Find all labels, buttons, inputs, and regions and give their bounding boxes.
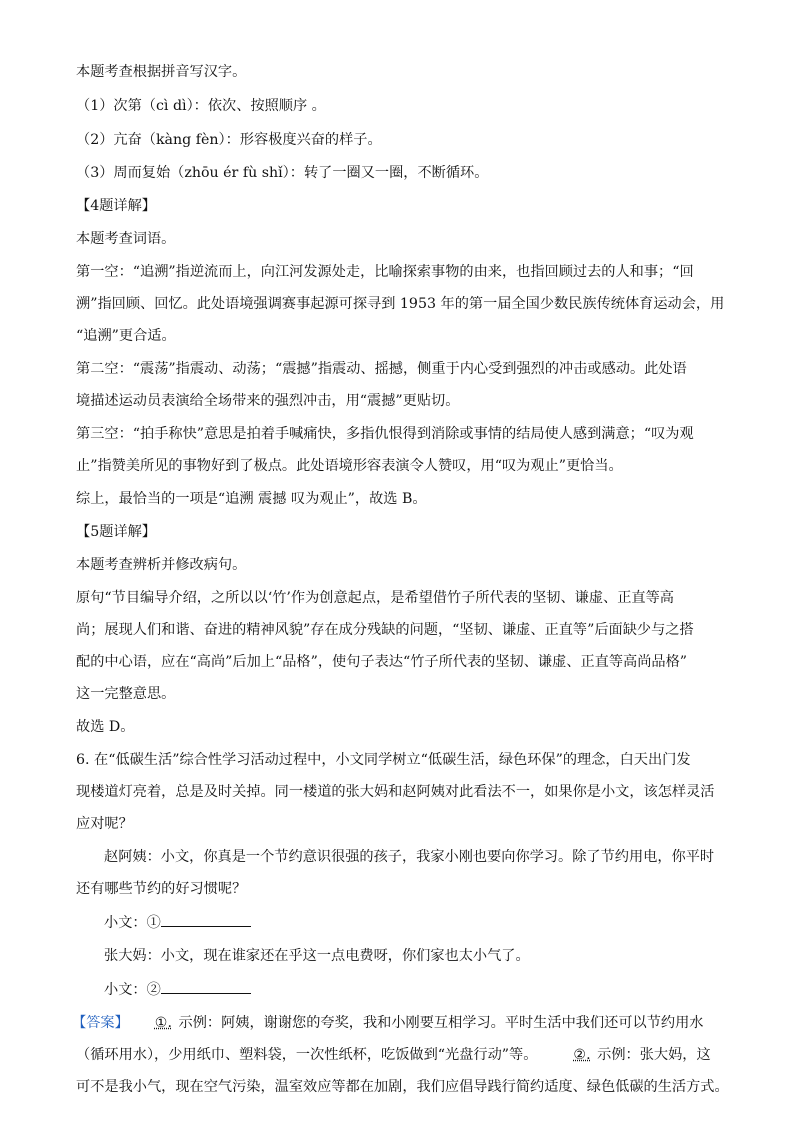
answer-blank[interactable]: [161, 912, 251, 927]
text-line: 本题考查根据拼音写汉字。: [76, 64, 247, 80]
text-line: 第三空：“拍手称快”意思是拍着手喊痛快，多指仇恨得到消除或事情的结局使人感到满意；“叹为观: [76, 426, 694, 442]
text-line: 本题考查词语。: [76, 231, 176, 247]
answer-number: ②.: [573, 1047, 591, 1063]
text-line: “追溯”更合适。: [76, 328, 176, 344]
section-heading-5: 【5题详解】: [76, 524, 156, 540]
text-line: 配的中心语，应在“高尚”后加上“品格”，使句子表达“竹子所代表的坚韧、谦虚、正直等高尚品格”: [76, 654, 688, 670]
question-6: 应对呢？: [76, 816, 133, 832]
section-heading-4: 【4题详解】: [76, 198, 156, 214]
text-line: 尚；展现人们和谐、奋进的精神风貌”存在成分残缺的问题，“坚韧、谦虚、正直等”后面缺少与之搭: [76, 622, 694, 638]
answer-line: [72, 1013, 742, 1033]
text-line: 这一完整意思。: [76, 686, 176, 702]
text-line: 第一空：“追溯”指逆流而上，向江河发源处走，比喻探索事物的由来，也指回顾过去的人和事；“回: [76, 264, 694, 280]
text-line: （1）次第（cì dì）：依次、按照顺序 。: [76, 98, 326, 114]
answer-line: [76, 1045, 742, 1065]
dialogue-line: 还有哪些节约的好习惯呢？: [76, 881, 247, 897]
text-line: 综上，最恰当的一项是“追溯 震撼 叹为观止”，故选 B。: [76, 491, 427, 507]
answer-blank[interactable]: [161, 979, 251, 994]
answer-number: ①.: [154, 1015, 172, 1031]
dialogue-line: 赵阿姨：小文，你真是一个节约意识很强的孩子，我家小刚也要向你学习。除了节约用电，你平时: [104, 849, 715, 865]
speaker-label: 小文：①: [104, 915, 161, 931]
answer-text: 示例：张大妈，这: [597, 1047, 711, 1063]
dialogue-line-blank-1: [76, 912, 742, 933]
dialogue-line: 张大妈：小文，现在谁家还在乎这一点电费呀，你们家也太小气了。: [104, 948, 530, 964]
answer-line: 可不是我小气，现在空气污染，温室效应等都在加剧，我们应倡导践行简约适度、绿色低碳的生活方式。: [76, 1079, 729, 1095]
text-line: 本题考查辨析并修改病句。: [76, 557, 247, 573]
text-line: 止”指赞美所见的事物好到了极点。此处语境形容表演令人赞叹，用“叹为观止”更恰当。: [76, 458, 623, 474]
text-line: 境描述运动员表演给全场带来的强烈冲击，用“震撼”更贴切。: [76, 393, 460, 409]
text-line: 溯”指回顾、回忆。此处语境强调赛事起源可探寻到 1953 年的第一届全国少数民族传统体育运动会，用: [76, 296, 725, 312]
dialogue-line-blank-2: [76, 979, 742, 1000]
text-line: （2）亢奋（kàng fèn）：形容极度兴奋的样子。: [76, 132, 382, 148]
text-line: 故选 D。: [76, 719, 135, 735]
answer-text: 示例：阿姨，谢谢您的夸奖，我和小刚要互相学习。平时生活中我们还可以节约用水: [178, 1015, 704, 1031]
question-6: 现楼道灯亮着，总是及时关掉。同一楼道的张大妈和赵阿姨对此看法不一，如果你是小文，该怎样灵活: [76, 784, 715, 800]
question-6: 6. 在“低碳生活”综合性学习活动过程中，小文同学树立“低碳生活，绿色环保”的理念，白天出门发: [76, 752, 691, 768]
speaker-label: 小文：②: [104, 982, 161, 998]
answer-text: （循环用水），少用纸巾、塑料袋，一次性纸杯，吃饭做到“光盘行动”等。: [76, 1047, 538, 1063]
text-line: 第二空：“震荡”指震动、动荡；“震撼”指震动、摇撼，侧重于内心受到强烈的冲击或感动。此处语: [76, 361, 687, 377]
answer-tag: 【答案】: [72, 1015, 129, 1031]
text-line: 原句“节目编导介绍，之所以以‘竹’作为创意起点，是希望借竹子所代表的坚韧、谦虚、正直等高: [76, 590, 674, 606]
text-line: （3）周而复始（zhōu ér fù shǐ）：转了一圈又一圈，不断循环。: [76, 165, 489, 181]
